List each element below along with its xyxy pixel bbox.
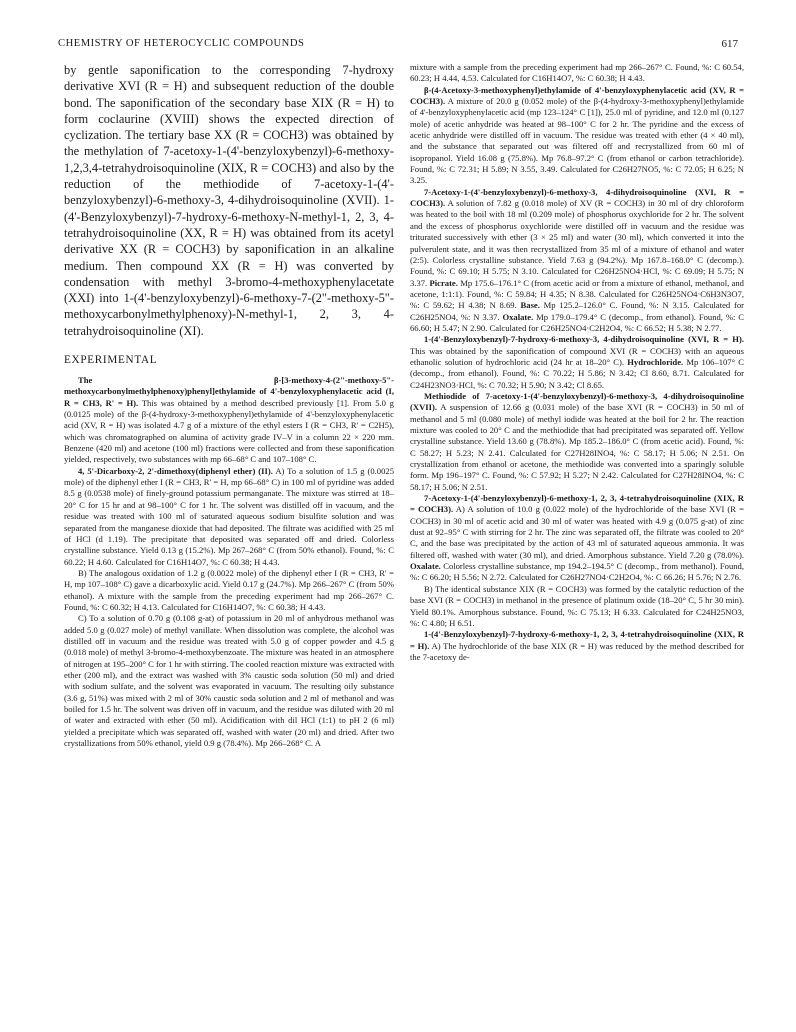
paragraph-text: A mixture of 20.0 g (0.052 mole) of the β-(4-hydroxy-3-methoxyphenyl)ethylamide of 4'-benzyloxyphenylacetic acid (mp 123–124° C [1]), 25.0 ml of pyridine, and 12.0 ml (0.127 mole) of acetic anhydride was heated at 98–100° C for 2 hr. The pyridine and the excess of acetic anhydride were distilled off in vacuum. The residue was treated with ether (4 × 40 ml), and the substance that separated out was filtered off and recrystallized from 60 ml of isopropanol. Yield 16.08 g (75.8%). Mp 76.8–97.2° C (from ethanol or carbon tetrachloride). Found, %: C 72.31; H 5.89; N 3.55, 3.49. Calculated for C26H27NO5, %: C 72.05; H 6.25; N 3.25. (410, 96, 744, 186)
paragraph (64, 466, 394, 568)
compound-heading: The β-[3-methoxy-4-(2"-methoxy-5"-methoxycarbonylmethylphenoxy)phenyl]ethylamide of 4'-benzyloxyphenylacetic acid (I, R = CH3, R' = H). (64, 375, 394, 408)
compound-heading: 1-(4'-Benzyloxybenzyl)-7-hydroxy-6-methoxy-1, 2, 3, 4-tetrahydroisoquinoline (XIX, R = H). (410, 629, 744, 651)
page-number: 617 (721, 38, 738, 50)
paragraph (410, 493, 744, 584)
paragraph-text: A suspension of 12.66 g (0.031 mole) of the base XVI (R = COCH3) in 50 ml of methanol and 5 ml (0.080 mole) of methyl iodide was heated at the boil for 2 hr. The reaction mixture was cooled to 20° C and the methiodide that had precipitated was separated off. Yellow crystalline substance. Yield 13.60 g (78.8%). Mp 185.2–186.0° C (from acetic acid). Found, %: C 58.27; H 5.23; N 2.41. Calculated for C27H28INO4, %: C 58.17; H 5.06; N 2.51. On crystallization from ethanol or acetone, the methiodide was converted into a sparingly soluble form. Mp 196–197° C. Found, %: C 57.92; H 5.27; N 2.42. Calculated for C27H28INO4, %: C 58.17; H 5.06; N 2.51. (410, 402, 744, 492)
salt-heading: Hydrochloride. (624, 356, 684, 367)
compound-heading: β-(4-Acetoxy-3-methoxyphenyl)ethylamide of 4'-benzyloxyphenylacetic acid (XV, R = COCH3). (410, 84, 744, 107)
paragraph-text: Mp 175.6–176.1° C (from acetic acid or from a mixture of ethanol, methanol, and acetone, 1:1:1). Found, %: C 59.84; H 4.35; N 8.38. Calculated for C26H25NO4·C6H3N3O7, %: C 59.62; H 4.38; N 8.69. (410, 277, 744, 311)
paragraph (410, 334, 744, 391)
paragraph-text: This was obtained by the saponification of compound XVI (R = COCH3) with an aqueous ethanolic solution of hydrochloric acid (24 hr at 18–20° C). (410, 345, 744, 367)
paragraph: B) The analogous oxidation of 1.2 g (0.0022 mole) of the diphenyl ether I (R = CH3, R' = H, mp 107–108° C) gave a dicarboxylic acid. Yield 0.17 g (24.7%). Mp 266–267° C (from 50% ethanol). A mixture with the sample from the preceding experiment had mp 266–267° C. Found, %: C 60.32; H 4.13. Calculated for C16H14O7, %: C 60.38; H 4.43. (64, 567, 394, 612)
paragraph-text: Mp 125.2–126.0° C. Found, %: N 3.15. Calculated for C26H25NO4, %: N 3.37. (410, 300, 744, 322)
paragraph-text: This was obtained by a method described previously [1]. From 5.0 g (0.0125 mole) of the β-(4-hydroxy-3-methoxyphenyl)ethylamide of 4'-benzyloxyphenylacetic acid (XV, R = H) was isolated 4.7 g of a mixture of the ethyl esters I (R = CH3, R' = C2H5), which was chromatographed on alumina of activity grade IV–V in a column 22 × 220 mm. Benzene (420 ml) and acetone (100 ml) fractions were collected and from these saponification yielded, respectively, two substances with mp 66–68° C and 107–108° C. (64, 397, 394, 465)
salt-heading: Picrate. (427, 277, 458, 288)
compound-heading: Methiodide of 7-acetoxy-1-(4'-benzyloxybenzyl)-6-methoxy-3, 4-dihydroisoquinoline (XVII). (410, 390, 744, 413)
paragraph (410, 629, 744, 663)
compound-heading: 4, 5'-Dicarboxy-2, 2'-dimethoxy(diphenyl ether) (II). (78, 465, 273, 476)
running-header (58, 38, 738, 54)
salt-heading: Oxalate. (410, 561, 441, 572)
compound-heading: 1-(4'-Benzyloxybenzyl)-7-hydroxy-6-methoxy-3, 4-dihydroisoquinoline (XVI, R = H). (424, 334, 744, 345)
salt-heading: Base. (516, 300, 540, 311)
paragraph: C) To a solution of 0.70 g (0.108 g-at) of potassium in 20 ml of anhydrous methanol was added 5.0 g (0.027 mole) of methyl vanillate. When dissolution was complete, the alcohol was distilled off in vacuum and the residue was treated with 5.0 g of copper powder and 4.5 g (0.018 mole) of methyl 3-bromo-4-methoxybenzoate. The mixture was heated in an atmosphere of nitrogen at 195–200° C for 1 hr with stirring. The cooled reaction mixture was extracted with ether (200 ml), and the extract was washed with 3% caustic soda solution (50 ml) and dried with sodium sulfate, and the solvent was evaporated in vacuum. The resulting oily substance (3.6 g, 51%) was mixed with 2 ml of 30% caustic soda solution and 2 ml of methanol and was boiled for 1.5 hr. The solvent was driven off in vacuum, and the residue was diluted with 20 ml of water and extracted with ether (50 ml). Acidification with dil HCl (1:1) to pH 2 (6 ml) yielded a precipitate which was separated off, washed with water (20 ml) and dried. After two crystallizations from 50% ethanol, yield 0.9 g (78.4%). Mp 266–268° C. A (64, 613, 394, 749)
paragraph-text: A solution of 7.82 g (0.018 mole) of XV (R = COCH3) in 30 ml of dry chloroform was heated to the boil with 18 ml (0.209 mole) of phosphorus oxychloride for 2 hr. The solvent and the excess of phosphorus oxychloride were distilled off in vacuum and the residue was triturated successively with ether (3 × 25 ml) and water (30 ml), which converted it into the pulverulent state, and it was then recrystallized from 35 ml of a mixture of ethanol and water (2:5). Colorless crystalline substance. Yield 7.63 g (94.2%). Mp 167.8–168.0° C (decomp.). Found, %: C 69.10; H 5.75; N 3.10. Calculated for C26H25NO4·HCl, %: C 69.09; H 5.75; N 3.37. (410, 198, 744, 288)
right-column (410, 62, 744, 663)
journal-title: CHEMISTRY OF HETEROCYCLIC COMPOUNDS (58, 38, 305, 49)
paragraph-text: Mp 179.0–179.4° C (decomp., from ethanol). Found, %: C 66.60; H 5.47; N 2.90. Calculated for C26H25NO4·C2H2O4, %: C 66.52; H 5.38; N 2.77. (410, 311, 744, 333)
salt-heading: Oxalate. (499, 311, 534, 322)
paragraph-text: A) The hydrochloride of the base XIX (R = H) was reduced by the method described for the 7-acetoxy de- (410, 640, 744, 662)
paragraph (410, 391, 744, 493)
paragraph-text: Mp 106–107° C (decomp., from ethanol). Found, %: C 70.22; H 5.86; N 3.42; Cl 8.60, 8.71. Calculated for C24H23NO3·HCl, %: C 70.32; H 5.90; N 3.42; Cl 8.65. (410, 356, 744, 390)
left-column (64, 62, 394, 749)
paragraph: B) The identical substance XIX (R = COCH3) was formed by the catalytic reduction of the base XVI (R = COCH3) in methanol in the presence of platinum oxide (18–20° C, 5 hr 30 min). Yield 80.1%. Amorphous substance. Found, %: C 75.13; H 6.33. Calculated for C24H25NO3, %: C 4.80; H 6.51. (410, 583, 744, 628)
paragraph-text: A) To a solution of 1.5 g (0.0025 mole) of the diphenyl ether I (R = CH3, R' = H, mp 66–68° C) in 100 ml of pyridine was added 8.5 g (0.0538 mole) of finely-ground potassium permanganate. The mixture was stirred at 18–20° C for 15 hr and at 98–100° C for 1 hr. The solvent was distilled off in vacuum, and the residue was treated with 100 ml of saturated aqueous sodium bisulfite solution and was separated from the manganese dioxide that had deposited. The filtrate was acidified with 25 ml of HCl (d 1.19). The precipitate that deposited was separated off and dried. Colorless crystalline substance. Yield 0.13 g (15.2%). Mp 267–268° C (from 50% ethanol). Found, %: C 60.22; H 4.60. Calculated for C16H14O7, %: C 60.38; H 4.43. (64, 465, 394, 567)
compound-heading: 7-Acetoxy-1-(4'-benzyloxybenzyl)-6-methoxy-1, 2, 3, 4-tetrahydroisoquinoline (XIX, R = COCH3). (410, 493, 744, 515)
intro-paragraph: by gentle saponification to the corresponding 7-hydroxy derivative XVI (R = H) and subsequent reduction of the double bond. The saponification of the secondary base XIX (R = H) to form coclaurine (XVIII) shows the expected direction of cyclization. The tertiary base XX (R = COCH3) was obtained by the methylation of 7-acetoxy-1-(4'-benzyloxybenzyl)-6-methoxy-1,2,3,4-tetrahydroisoquinoline (XIX, R = COCH3) and also by the reduction of the methiodide of 7-acetoxy-1-(4'-benzyloxybenzyl)-6-methoxy-3, 4-dihydroisoquinoline (XVII). 1-(4'-Benzyloxybenzyl)-7-hydroxy-6-methoxy-N-methyl-1, 2, 3, 4-tetrahydroisoquinoline (XX, R = H) was obtained from its acetyl derivative XX (R = COCH3) by saponification in an alkaline medium. Then compound XX (R = H) was converted by condensation with methyl 3-bromo-4-methoxyphenylacetate (XXI) into 1-(4'-benzyloxybenzyl)-6-methoxy-7-(2"-methoxy-5"-methoxycarbonylmethylphenoxy)-N-methyl-1, 2, 3, 4-tetrahydroisoquinoline (XI). (64, 63, 394, 338)
compound-heading: 7-Acetoxy-1-(4'-benzyloxybenzyl)-6-methoxy-3, 4-dihydroisoquinoline (XVI, R = COCH3). (410, 186, 744, 209)
paragraph: mixture with a sample from the preceding experiment had mp 266–267° C. Found, %: C 60.54, 60.23; H 4.44, 4.53. Calculated for C16H14O7, %: C 60.38; H 4.43. (410, 62, 744, 84)
paragraph (64, 375, 394, 466)
paragraph (410, 85, 744, 187)
paragraph-text: A) A solution of 10.0 g (0.022 mole) of the hydrochloride of the base XVI (R = COCH3) in 30 ml of acetic acid and 30 ml of water was heated with 4.9 g (0.075 g-at) of zinc dust at 92–95° C with stirring for 2 hr. The zinc was separated off, the filtrate was cooled to 20° C, and the base was precipitated by the action of 43 ml of saturated aqueous ammonia. It was filtered off, washed with water (30 ml), and dried. Amorphous substance. Yield 7.20 g (78.0%). (410, 504, 744, 560)
paragraph-text: Colorless crystalline substance, mp 194.2–194.5° C (decomp., from methanol). Found, %: C 66.20; H 5.56; N 2.72. Calculated for C26H27NO4·C2H2O4, %: C 66.26; H 5.76; N 2.76. (410, 561, 744, 583)
paragraph (410, 187, 744, 334)
section-heading-experimental: EXPERIMENTAL (64, 354, 158, 367)
